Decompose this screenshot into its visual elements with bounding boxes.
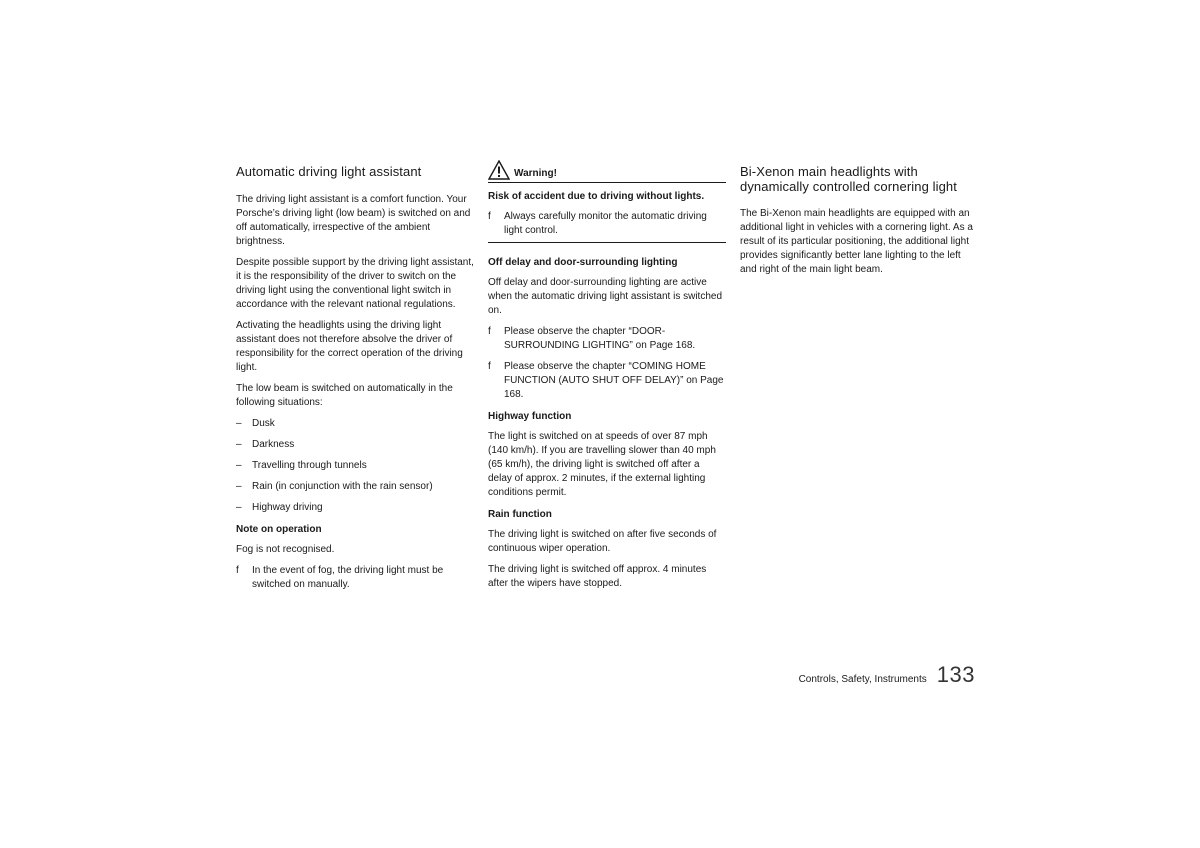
paragraph: The Bi-Xenon main headlights are equipped with an additional light in vehicles with a cornering light. As a result of its particular positioning, the additional light provides significantly better lane lighting to the left and right of the main light beam. xyxy=(740,208,973,275)
dash-mark: – xyxy=(236,418,242,429)
warning-risk: Risk of accident due to driving without lights. xyxy=(488,191,705,202)
instruction-item xyxy=(236,564,474,592)
instruction-item xyxy=(488,325,726,353)
dash-mark: – xyxy=(236,439,242,450)
list-item-text: Travelling through tunnels xyxy=(252,460,367,471)
column-middle xyxy=(488,160,726,598)
dash-mark: – xyxy=(236,502,242,513)
list-item xyxy=(236,438,474,452)
instruction-text: Please observe the chapter “COMING HOME FUNCTION (AUTO SHUT OFF DELAY)” on Page 168. xyxy=(504,361,724,400)
warning-triangle-icon xyxy=(488,160,510,180)
warning-label: Warning! xyxy=(514,168,557,179)
paragraph: The driving light is switched off approx. 4 minutes after the wipers have stopped. xyxy=(488,564,707,589)
list-item-text: Highway driving xyxy=(252,502,323,513)
highway-heading: Highway function xyxy=(488,411,572,422)
page-footer xyxy=(799,662,975,688)
paragraph: Off delay and door-surrounding lighting are active when the automatic driving light assistant is switched on. xyxy=(488,277,723,316)
paragraph: The low beam is switched on automatically in the following situations: xyxy=(236,383,453,408)
situations-list xyxy=(236,417,474,515)
dash-mark: – xyxy=(236,481,242,492)
note-text: Fog is not recognised. xyxy=(236,544,335,555)
list-item-text: Darkness xyxy=(252,439,295,450)
list-item xyxy=(236,459,474,473)
bullet-mark: f xyxy=(488,326,491,337)
dash-mark: – xyxy=(236,460,242,471)
offdelay-heading: Off delay and door-surrounding lighting xyxy=(488,257,678,268)
bullet-mark: f xyxy=(488,211,491,222)
instruction-text: In the event of fog, the driving light must be switched on manually. xyxy=(252,565,444,590)
section-title-bixenon xyxy=(740,164,980,194)
warning-header xyxy=(488,160,726,183)
list-item-text: Rain (in conjunction with the rain sensor) xyxy=(252,481,433,492)
instruction-text: Please observe the chapter “DOOR-SURROUNDING LIGHTING” on Page 168. xyxy=(504,326,696,351)
paragraph: Despite possible support by the driving light assistant, it is the responsibility of the driver to switch on the driving light using the conventional light switch in accordance with the relevant national regulations. xyxy=(236,257,474,310)
rain-heading: Rain function xyxy=(488,509,552,520)
page-number: 133 xyxy=(936,662,975,687)
list-item xyxy=(236,417,474,431)
warning-bottom-rule xyxy=(488,242,726,243)
paragraph: Activating the headlights using the driving light assistant does not therefore absolve the driver of responsibility for the correct operation of the driving light. xyxy=(236,320,463,373)
list-item xyxy=(236,501,474,515)
instruction-item xyxy=(488,360,726,402)
bullet-mark: f xyxy=(488,361,491,372)
warning-item-text: Always carefully monitor the automatic driving light control. xyxy=(504,211,707,236)
list-item xyxy=(236,480,474,494)
paragraph: The driving light assistant is a comfort function. Your Porsche’s driving light (low beam) is switched on and off automatically, irrespective of the ambient brightness. xyxy=(236,194,471,247)
bullet-mark: f xyxy=(236,565,239,576)
list-item-text: Dusk xyxy=(252,418,275,429)
column-right xyxy=(740,160,980,284)
section-title-line: dynamically controlled cornering light xyxy=(740,179,957,194)
column-left xyxy=(236,160,474,599)
section-title-line: Bi-Xenon main headlights with xyxy=(740,164,918,179)
paragraph: The driving light is switched on after five seconds of continuous wiper operation. xyxy=(488,529,717,554)
section-title-driving-light-assistant: Automatic driving light assistant xyxy=(236,164,422,179)
paragraph: The light is switched on at speeds of over 87 mph (140 km/h). If you are travelling slower than 40 mph (65 km/h), the driving light is switched off after a delay of approx. 2 minutes, if the external lighting conditions permit. xyxy=(488,431,716,498)
warning-item xyxy=(488,210,726,238)
footer-section-name: Controls, Safety, Instruments xyxy=(798,674,927,685)
note-heading: Note on operation xyxy=(236,524,322,535)
